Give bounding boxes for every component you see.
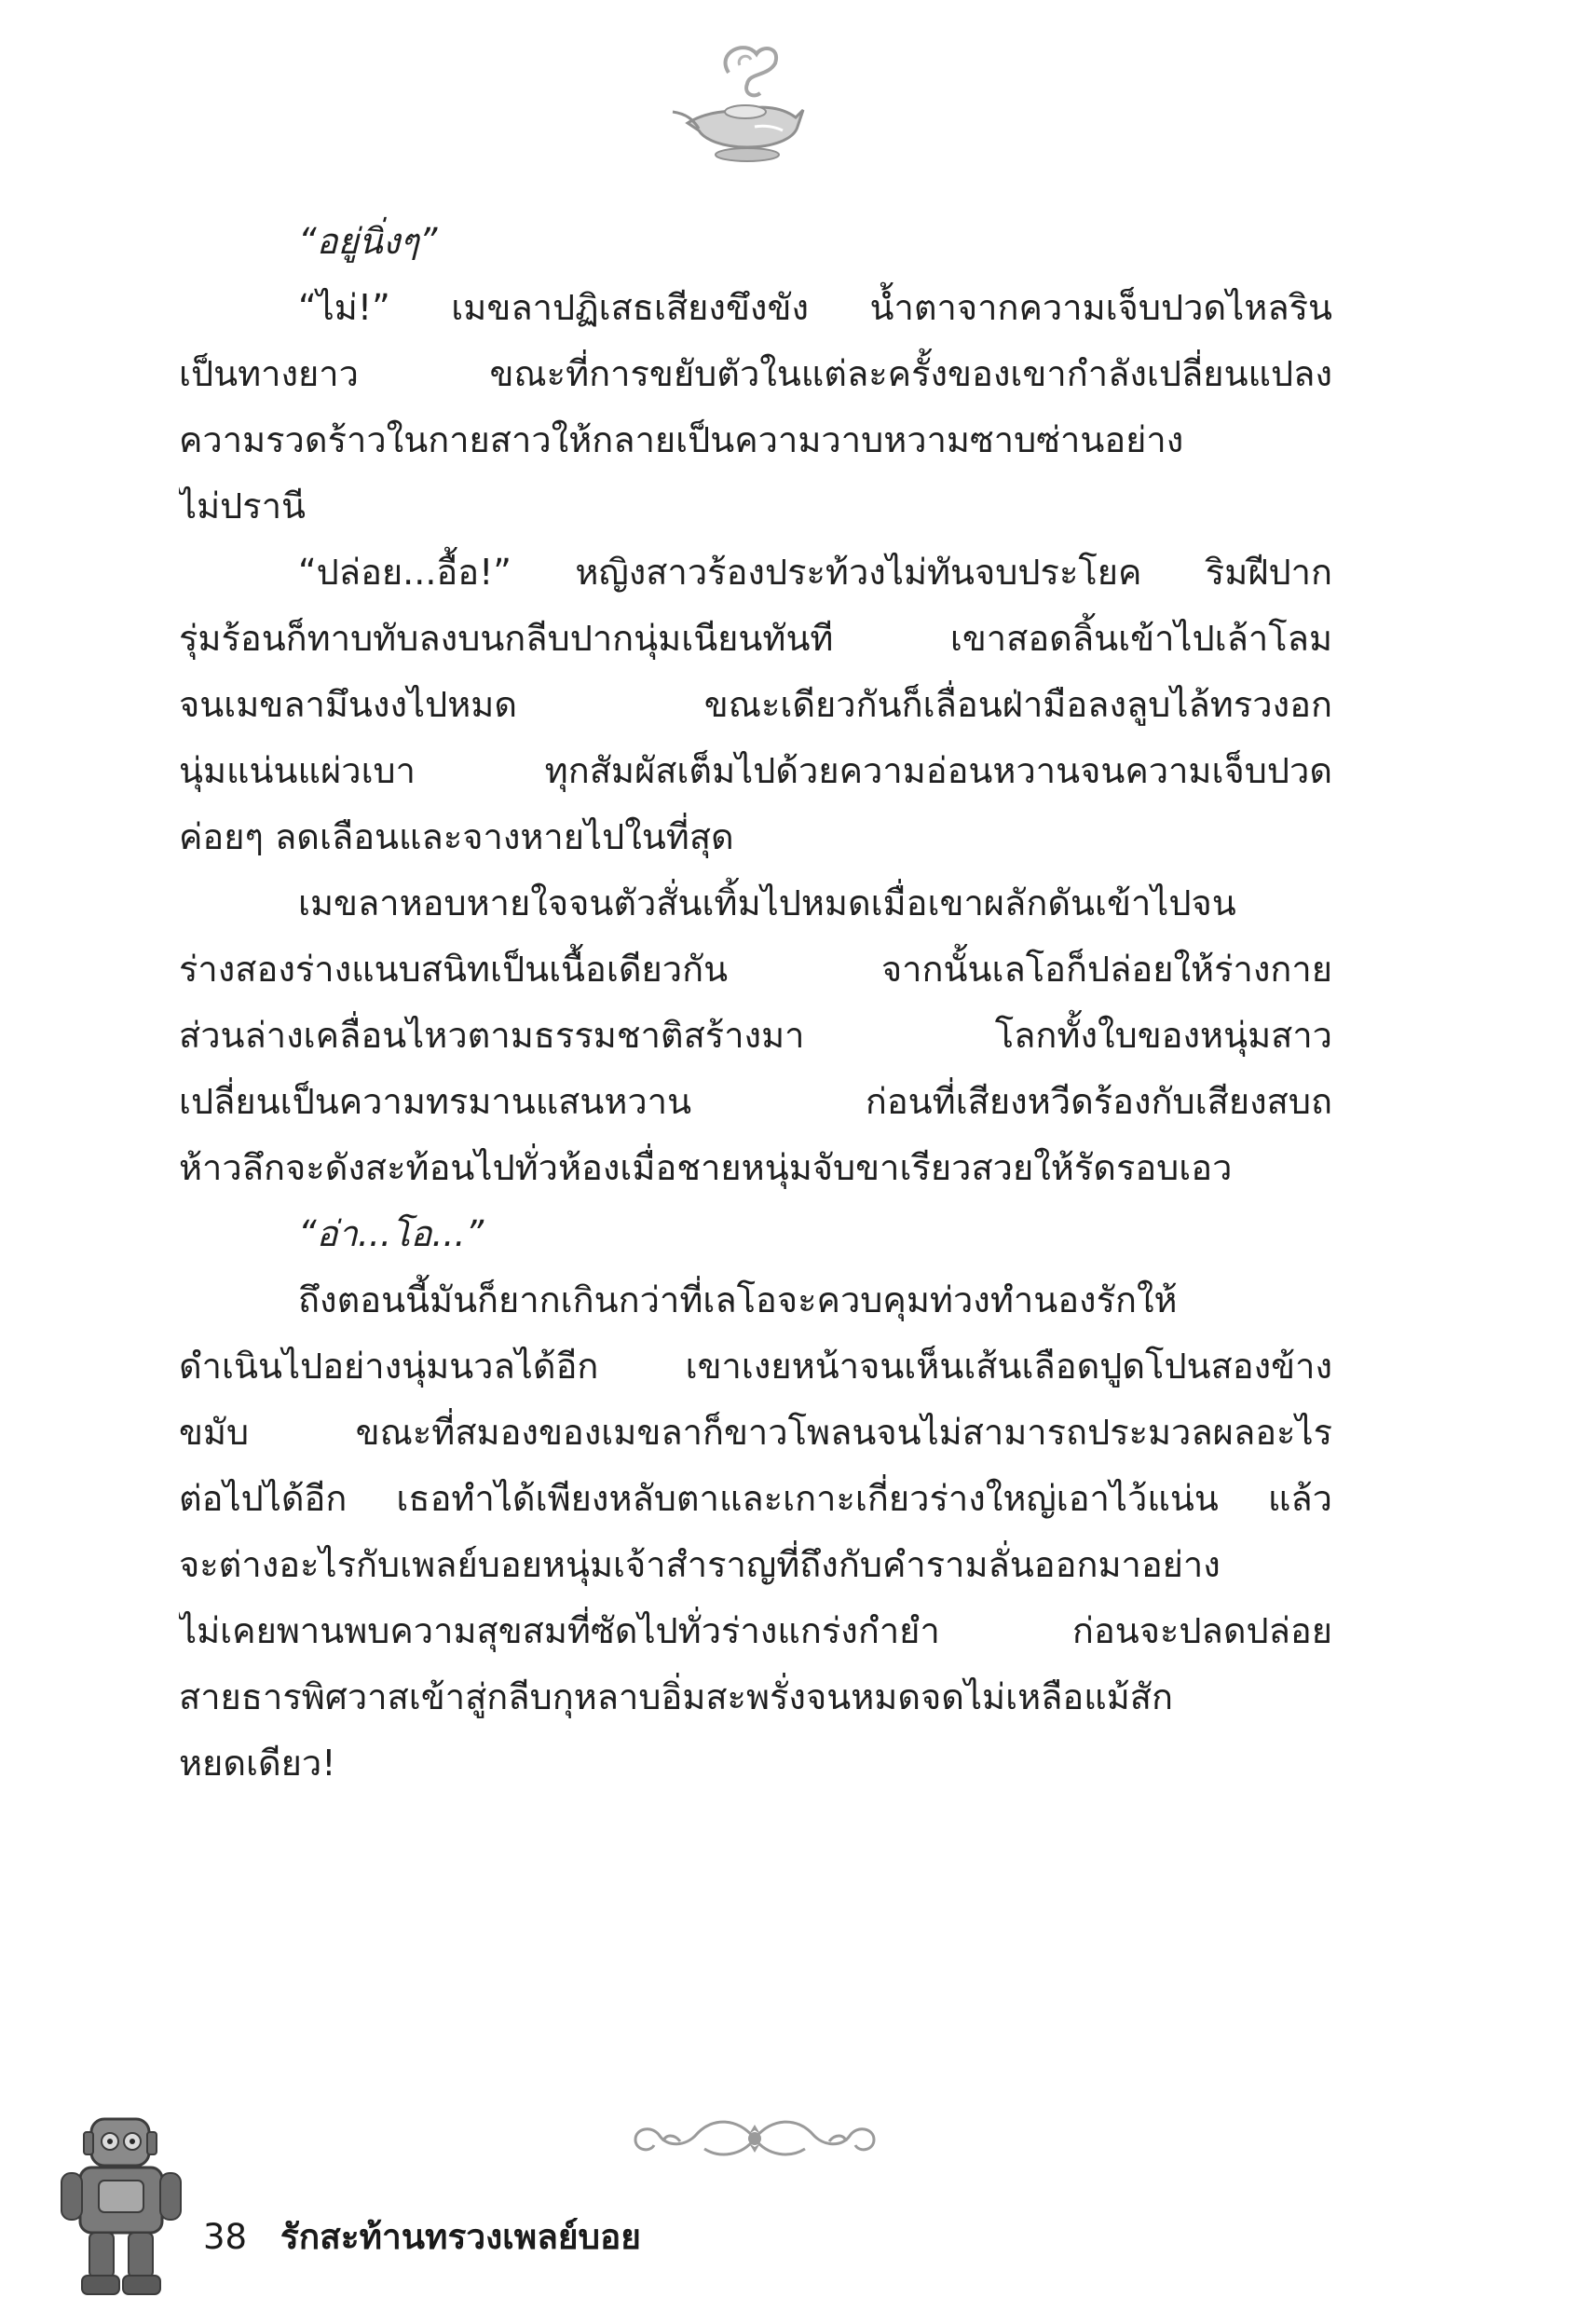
text-line: ห้าวลึกจะดังสะท้อนไปทั่วห้องเมื่อชายหนุ่มจับขาเรียวสวยให้รัดรอบเอว xyxy=(179,1147,1233,1188)
text-line: “ปล่อย...อื้อ!” หญิงสาวร้องประท้วงไม่ทันจบประโยค ริมฝีปาก xyxy=(298,552,1332,593)
text-line: ความรวดร้าวในกายสาวให้กลายเป็นความวาบหวามซาบซ่านอย่าง xyxy=(179,419,1184,460)
text-line: ส่วนล่างเคลื่อนไหวตามธรรมชาติสร้างมา โลกทั้งใบของหนุ่มสาว xyxy=(179,1015,1332,1056)
text-line: ไม่ปรานี xyxy=(179,485,307,526)
text-line: หยดเดียว! xyxy=(179,1743,336,1784)
text-line: นุ่มแน่นแผ่วเบา ทุกสัมผัสเต็มไปด้วยความอ่อนหวานจนความเจ็บปวด xyxy=(179,750,1332,791)
text-line: รุ่มร้อนก็ทาบทับลงบนกลีบปากนุ่มเนียนทันที เขาสอดลิ้นเข้าไปเล้าโลม xyxy=(179,618,1332,659)
text-line: เปลี่ยนเป็นความทรมานแสนหวาน ก่อนที่เสียงหวีดร้องกับเสียงสบถ xyxy=(179,1081,1332,1122)
body-text xyxy=(179,209,1332,1797)
text-line: ดำเนินไปอย่างนุ่มนวลได้อีก เขาเงยหน้าจนเห็นเส้นเลือดปูดโปนสองข้าง xyxy=(179,1346,1332,1387)
robot-icon xyxy=(58,2113,188,2300)
text-line: “ไม่!” เมขลาปฏิเสธเสียงขึงขัง น้ำตาจากความเจ็บปวดไหลริน xyxy=(298,287,1332,328)
text-line: ต่อไปได้อีก เธอทำได้เพียงหลับตาและเกาะเกี่ยวร่างใหญ่เอาไว้แน่น แล้ว xyxy=(179,1478,1332,1519)
text-line: ค่อยๆ ลดเลือนและจางหายไปในที่สุด xyxy=(179,816,734,857)
page-number: 38 xyxy=(203,2217,248,2257)
page-footer xyxy=(203,2214,641,2261)
scroll-ornament-icon xyxy=(615,2106,894,2171)
text-line: ถึงตอนนี้มันก็ยากเกินกว่าที่เลโอจะควบคุมท่วงทำนองรักให้ xyxy=(298,1279,1178,1320)
text-line: เป็นทางยาว ขณะที่การขยับตัวในแต่ละครั้งของเขากำลังเปลี่ยนแปลง xyxy=(179,353,1332,394)
text-line: ขมับ ขณะที่สมองของเมขลาก็ขาวโพลนจนไม่สามารถประมวลผลอะไร xyxy=(179,1412,1332,1453)
text-line: จนเมขลามึนงงไปหมด ขณะเดียวกันก็เลื่อนฝ่ามือลงลูบไล้ทรวงอก xyxy=(179,684,1332,725)
text-line: สายธารพิศวาสเข้าสู่กลีบกุหลาบอิ่มสะพรั่งจนหมดจดไม่เหลือแม้สัก xyxy=(179,1676,1173,1717)
book-title: รักสะท้านทรวงเพลย์บอย xyxy=(280,2217,641,2257)
text-line: จะต่างอะไรกับเพลย์บอยหนุ่มเจ้าสำราญที่ถึงกับคำรามลั่นออกมาอย่าง xyxy=(179,1544,1221,1585)
text-line: “อ่า...โอ...” xyxy=(298,1213,484,1254)
text-line: ไม่เคยพานพบความสุขสมที่ซัดไปทั่วร่างแกร่งกำยำ ก่อนจะปลดปล่อย xyxy=(179,1610,1332,1651)
genie-lamp-icon xyxy=(671,37,820,168)
text-line: เมขลาหอบหายใจจนตัวสั่นเทิ้มไปหมดเมื่อเขาผลักดันเข้าไปจน xyxy=(298,882,1236,923)
text-line: ร่างสองร่างแนบสนิทเป็นเนื้อเดียวกัน จากนั้นเลโอก็ปล่อยให้ร่างกาย xyxy=(179,949,1332,990)
text-line: “อยู่นิ่งๆ” xyxy=(298,221,438,262)
